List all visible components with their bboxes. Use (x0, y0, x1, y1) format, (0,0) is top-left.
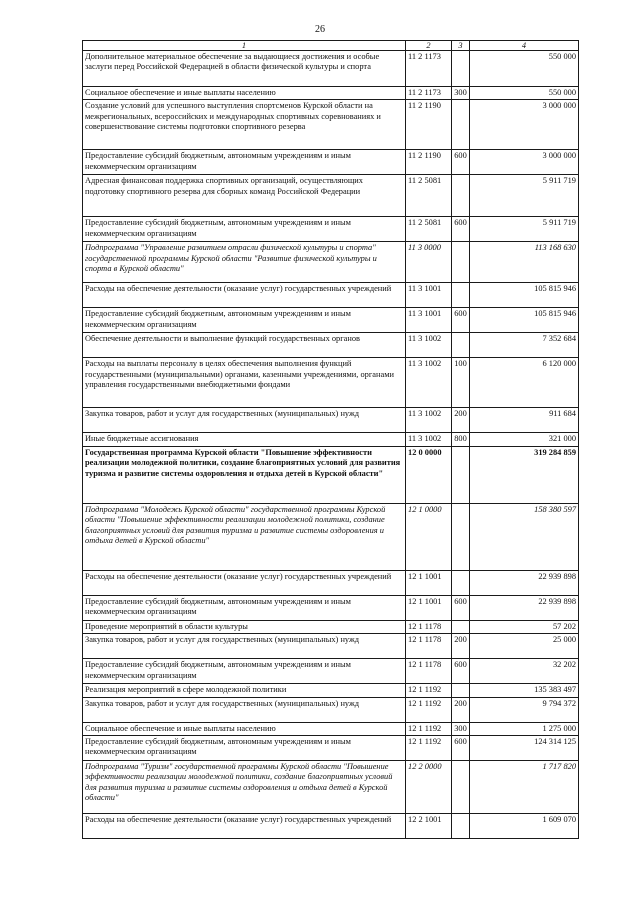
row-expense-type-cell: 600 (452, 308, 470, 333)
row-name-cell: Закупка товаров, работ и услуг для государственных (муниципальных) нужд (83, 697, 406, 722)
column-header-code: 2 (406, 41, 452, 51)
row-expense-type-cell: 200 (452, 697, 470, 722)
row-amount-cell: 1 609 070 (470, 814, 579, 839)
row-expense-type-cell: 800 (452, 433, 470, 446)
row-amount-cell: 1 275 000 (470, 722, 579, 735)
table-row (83, 634, 579, 659)
page-number: 26 (315, 24, 325, 35)
table-row (83, 150, 579, 175)
row-amount-cell: 550 000 (470, 51, 579, 87)
row-name-cell: Дополнительное материальное обеспечение за выдающиеся достижения и особые заслуги перед Российской Федерацией в области физической культуры и спорта (83, 51, 406, 87)
table-row (83, 308, 579, 333)
table-row (83, 242, 579, 283)
row-code-cell: 12 1 1178 (406, 620, 452, 633)
row-amount-cell: 7 352 684 (470, 333, 579, 358)
row-amount-cell: 1 717 820 (470, 761, 579, 814)
table-row (83, 408, 579, 433)
row-name-cell: Предоставление субсидий бюджетным, автономным учреждениям и иным некоммерческим организациям (83, 150, 406, 175)
row-name-cell: Проведение мероприятий в области культуры (83, 620, 406, 633)
row-code-cell: 12 1 1192 (406, 722, 452, 735)
row-code-cell: 12 1 1001 (406, 570, 452, 595)
row-name-cell: Предоставление субсидий бюджетным, автономным учреждениям и иным некоммерческим организациям (83, 308, 406, 333)
row-expense-type-cell: 300 (452, 87, 470, 100)
row-code-cell: 11 2 5081 (406, 217, 452, 242)
row-expense-type-cell (452, 684, 470, 697)
row-expense-type-cell: 200 (452, 408, 470, 433)
table-row (83, 87, 579, 100)
row-amount-cell: 5 911 719 (470, 217, 579, 242)
row-name-cell: Подпрограмма "Управление развитием отрасли физической культуры и спорта" государственной программы Курской области "Развитие физической культуры и спорта в Курской области" (83, 242, 406, 283)
row-expense-type-cell (452, 503, 470, 570)
table-row (83, 358, 579, 408)
row-amount-cell: 25 000 (470, 634, 579, 659)
row-name-cell: Государственная программа Курской области "Повышение эффективности реализации молодежной политики, создание благоприятных условий для развития туризма и развитие системы оздоровления и отдыха детей в Курской области" (83, 446, 406, 503)
column-header-expense-type: 3 (452, 41, 470, 51)
row-name-cell: Реализация мероприятий в сфере молодежной политики (83, 684, 406, 697)
budget-table (82, 40, 579, 839)
row-expense-type-cell: 600 (452, 150, 470, 175)
row-expense-type-cell (452, 620, 470, 633)
row-code-cell: 11 2 1173 (406, 87, 452, 100)
table-row (83, 100, 579, 150)
row-amount-cell: 57 202 (470, 620, 579, 633)
row-name-cell: Расходы на обеспечение деятельности (оказание услуг) государственных учреждений (83, 814, 406, 839)
row-expense-type-cell (452, 761, 470, 814)
column-header-amount: 4 (470, 41, 579, 51)
column-header-name: 1 (83, 41, 406, 51)
table-row (83, 503, 579, 570)
row-amount-cell: 22 939 898 (470, 595, 579, 620)
table-row (83, 51, 579, 87)
row-code-cell: 12 1 1001 (406, 595, 452, 620)
row-code-cell: 11 3 1002 (406, 433, 452, 446)
table-row (83, 722, 579, 735)
row-amount-cell: 113 168 630 (470, 242, 579, 283)
row-code-cell: 12 2 1001 (406, 814, 452, 839)
table-body (83, 51, 579, 839)
table-row (83, 175, 579, 217)
row-code-cell: 11 3 1002 (406, 358, 452, 408)
row-amount-cell: 550 000 (470, 87, 579, 100)
table-row (83, 659, 579, 684)
row-name-cell: Закупка товаров, работ и услуг для государственных (муниципальных) нужд (83, 634, 406, 659)
row-expense-type-cell (452, 175, 470, 217)
table-row (83, 283, 579, 308)
row-amount-cell: 6 120 000 (470, 358, 579, 408)
row-code-cell: 11 2 1190 (406, 150, 452, 175)
row-code-cell: 11 2 5081 (406, 175, 452, 217)
row-expense-type-cell (452, 814, 470, 839)
row-name-cell: Расходы на обеспечение деятельности (оказание услуг) государственных учреждений (83, 283, 406, 308)
table-row (83, 570, 579, 595)
row-expense-type-cell (452, 283, 470, 308)
row-expense-type-cell (452, 100, 470, 150)
row-code-cell: 11 3 1001 (406, 308, 452, 333)
row-expense-type-cell (452, 242, 470, 283)
row-amount-cell: 124 314 125 (470, 736, 579, 761)
table-row (83, 217, 579, 242)
row-expense-type-cell: 600 (452, 217, 470, 242)
row-name-cell: Предоставление субсидий бюджетным, автономным учреждениям и иным некоммерческим организациям (83, 595, 406, 620)
row-expense-type-cell: 100 (452, 358, 470, 408)
row-expense-type-cell (452, 446, 470, 503)
row-name-cell: Иные бюджетные ассигнования (83, 433, 406, 446)
row-expense-type-cell (452, 570, 470, 595)
row-amount-cell: 158 380 597 (470, 503, 579, 570)
row-amount-cell: 321 000 (470, 433, 579, 446)
row-code-cell: 12 1 1178 (406, 659, 452, 684)
row-expense-type-cell: 600 (452, 736, 470, 761)
row-code-cell: 11 3 1002 (406, 333, 452, 358)
row-name-cell: Закупка товаров, работ и услуг для государственных (муниципальных) нужд (83, 408, 406, 433)
row-code-cell: 12 2 0000 (406, 761, 452, 814)
row-name-cell: Расходы на выплаты персоналу в целях обеспечения выполнения функций государственными (муниципальными) органами, казенными учреждениями, органами управления государственными внебюджетными фондами (83, 358, 406, 408)
row-name-cell: Предоставление субсидий бюджетным, автономным учреждениям и иным некоммерческим организациям (83, 659, 406, 684)
row-expense-type-cell: 200 (452, 634, 470, 659)
row-amount-cell: 9 794 372 (470, 697, 579, 722)
row-code-cell: 12 1 0000 (406, 503, 452, 570)
row-code-cell: 11 3 0000 (406, 242, 452, 283)
row-amount-cell: 319 284 859 (470, 446, 579, 503)
row-amount-cell: 3 000 000 (470, 100, 579, 150)
table-row (83, 761, 579, 814)
table-row (83, 697, 579, 722)
row-amount-cell: 911 684 (470, 408, 579, 433)
row-name-cell: Расходы на обеспечение деятельности (оказание услуг) государственных учреждений (83, 570, 406, 595)
table-row (83, 814, 579, 839)
row-amount-cell: 105 815 946 (470, 283, 579, 308)
table-row (83, 333, 579, 358)
row-name-cell: Адресная финансовая поддержка спортивных организаций, осуществляющих подготовку спортивного резерва для сборных команд Российской Федерации (83, 175, 406, 217)
row-amount-cell: 5 911 719 (470, 175, 579, 217)
row-expense-type-cell: 600 (452, 659, 470, 684)
row-amount-cell: 105 815 946 (470, 308, 579, 333)
table-row (83, 736, 579, 761)
row-name-cell: Подпрограмма "Молодежь Курской области" государственной программы Курской области "Повышение эффективности реализации молодежной политики, создание благоприятных условий для развития туризма и развитие системы оздоровления и отдыха детей в Курской области" (83, 503, 406, 570)
row-name-cell: Социальное обеспечение и иные выплаты населению (83, 87, 406, 100)
row-code-cell: 12 1 1192 (406, 684, 452, 697)
table-row (83, 595, 579, 620)
table-row (83, 433, 579, 446)
row-code-cell: 12 1 1192 (406, 736, 452, 761)
row-code-cell: 12 0 0000 (406, 446, 452, 503)
row-amount-cell: 22 939 898 (470, 570, 579, 595)
row-name-cell: Создание условий для успешного выступления спортсменов Курской области на межрегиональных, всероссийских и международных спортивных соревнованиях и совершенствование системы подготовки спортивного резерва (83, 100, 406, 150)
row-name-cell: Социальное обеспечение и иные выплаты населению (83, 722, 406, 735)
table-row (83, 620, 579, 633)
row-expense-type-cell (452, 333, 470, 358)
row-code-cell: 12 1 1178 (406, 634, 452, 659)
row-name-cell: Подпрограмма "Туризм" государственной программы Курской области "Повышение эффективности реализации молодежной политики, создание благоприятных условий для развития туризма и развитие системы оздоровления и отдыха детей в Курской области" (83, 761, 406, 814)
row-expense-type-cell: 300 (452, 722, 470, 735)
row-amount-cell: 32 202 (470, 659, 579, 684)
row-code-cell: 11 3 1001 (406, 283, 452, 308)
row-name-cell: Предоставление субсидий бюджетным, автономным учреждениям и иным некоммерческим организациям (83, 736, 406, 761)
row-expense-type-cell: 600 (452, 595, 470, 620)
row-code-cell: 11 3 1002 (406, 408, 452, 433)
row-name-cell: Обеспечение деятельности и выполнение функций государственных органов (83, 333, 406, 358)
row-expense-type-cell (452, 51, 470, 87)
table-row (83, 446, 579, 503)
row-name-cell: Предоставление субсидий бюджетным, автономным учреждениям и иным некоммерческим организациям (83, 217, 406, 242)
row-code-cell: 11 2 1190 (406, 100, 452, 150)
row-amount-cell: 135 383 497 (470, 684, 579, 697)
table-row (83, 684, 579, 697)
row-code-cell: 12 1 1192 (406, 697, 452, 722)
row-amount-cell: 3 000 000 (470, 150, 579, 175)
row-code-cell: 11 2 1173 (406, 51, 452, 87)
table-header-row (83, 41, 579, 51)
